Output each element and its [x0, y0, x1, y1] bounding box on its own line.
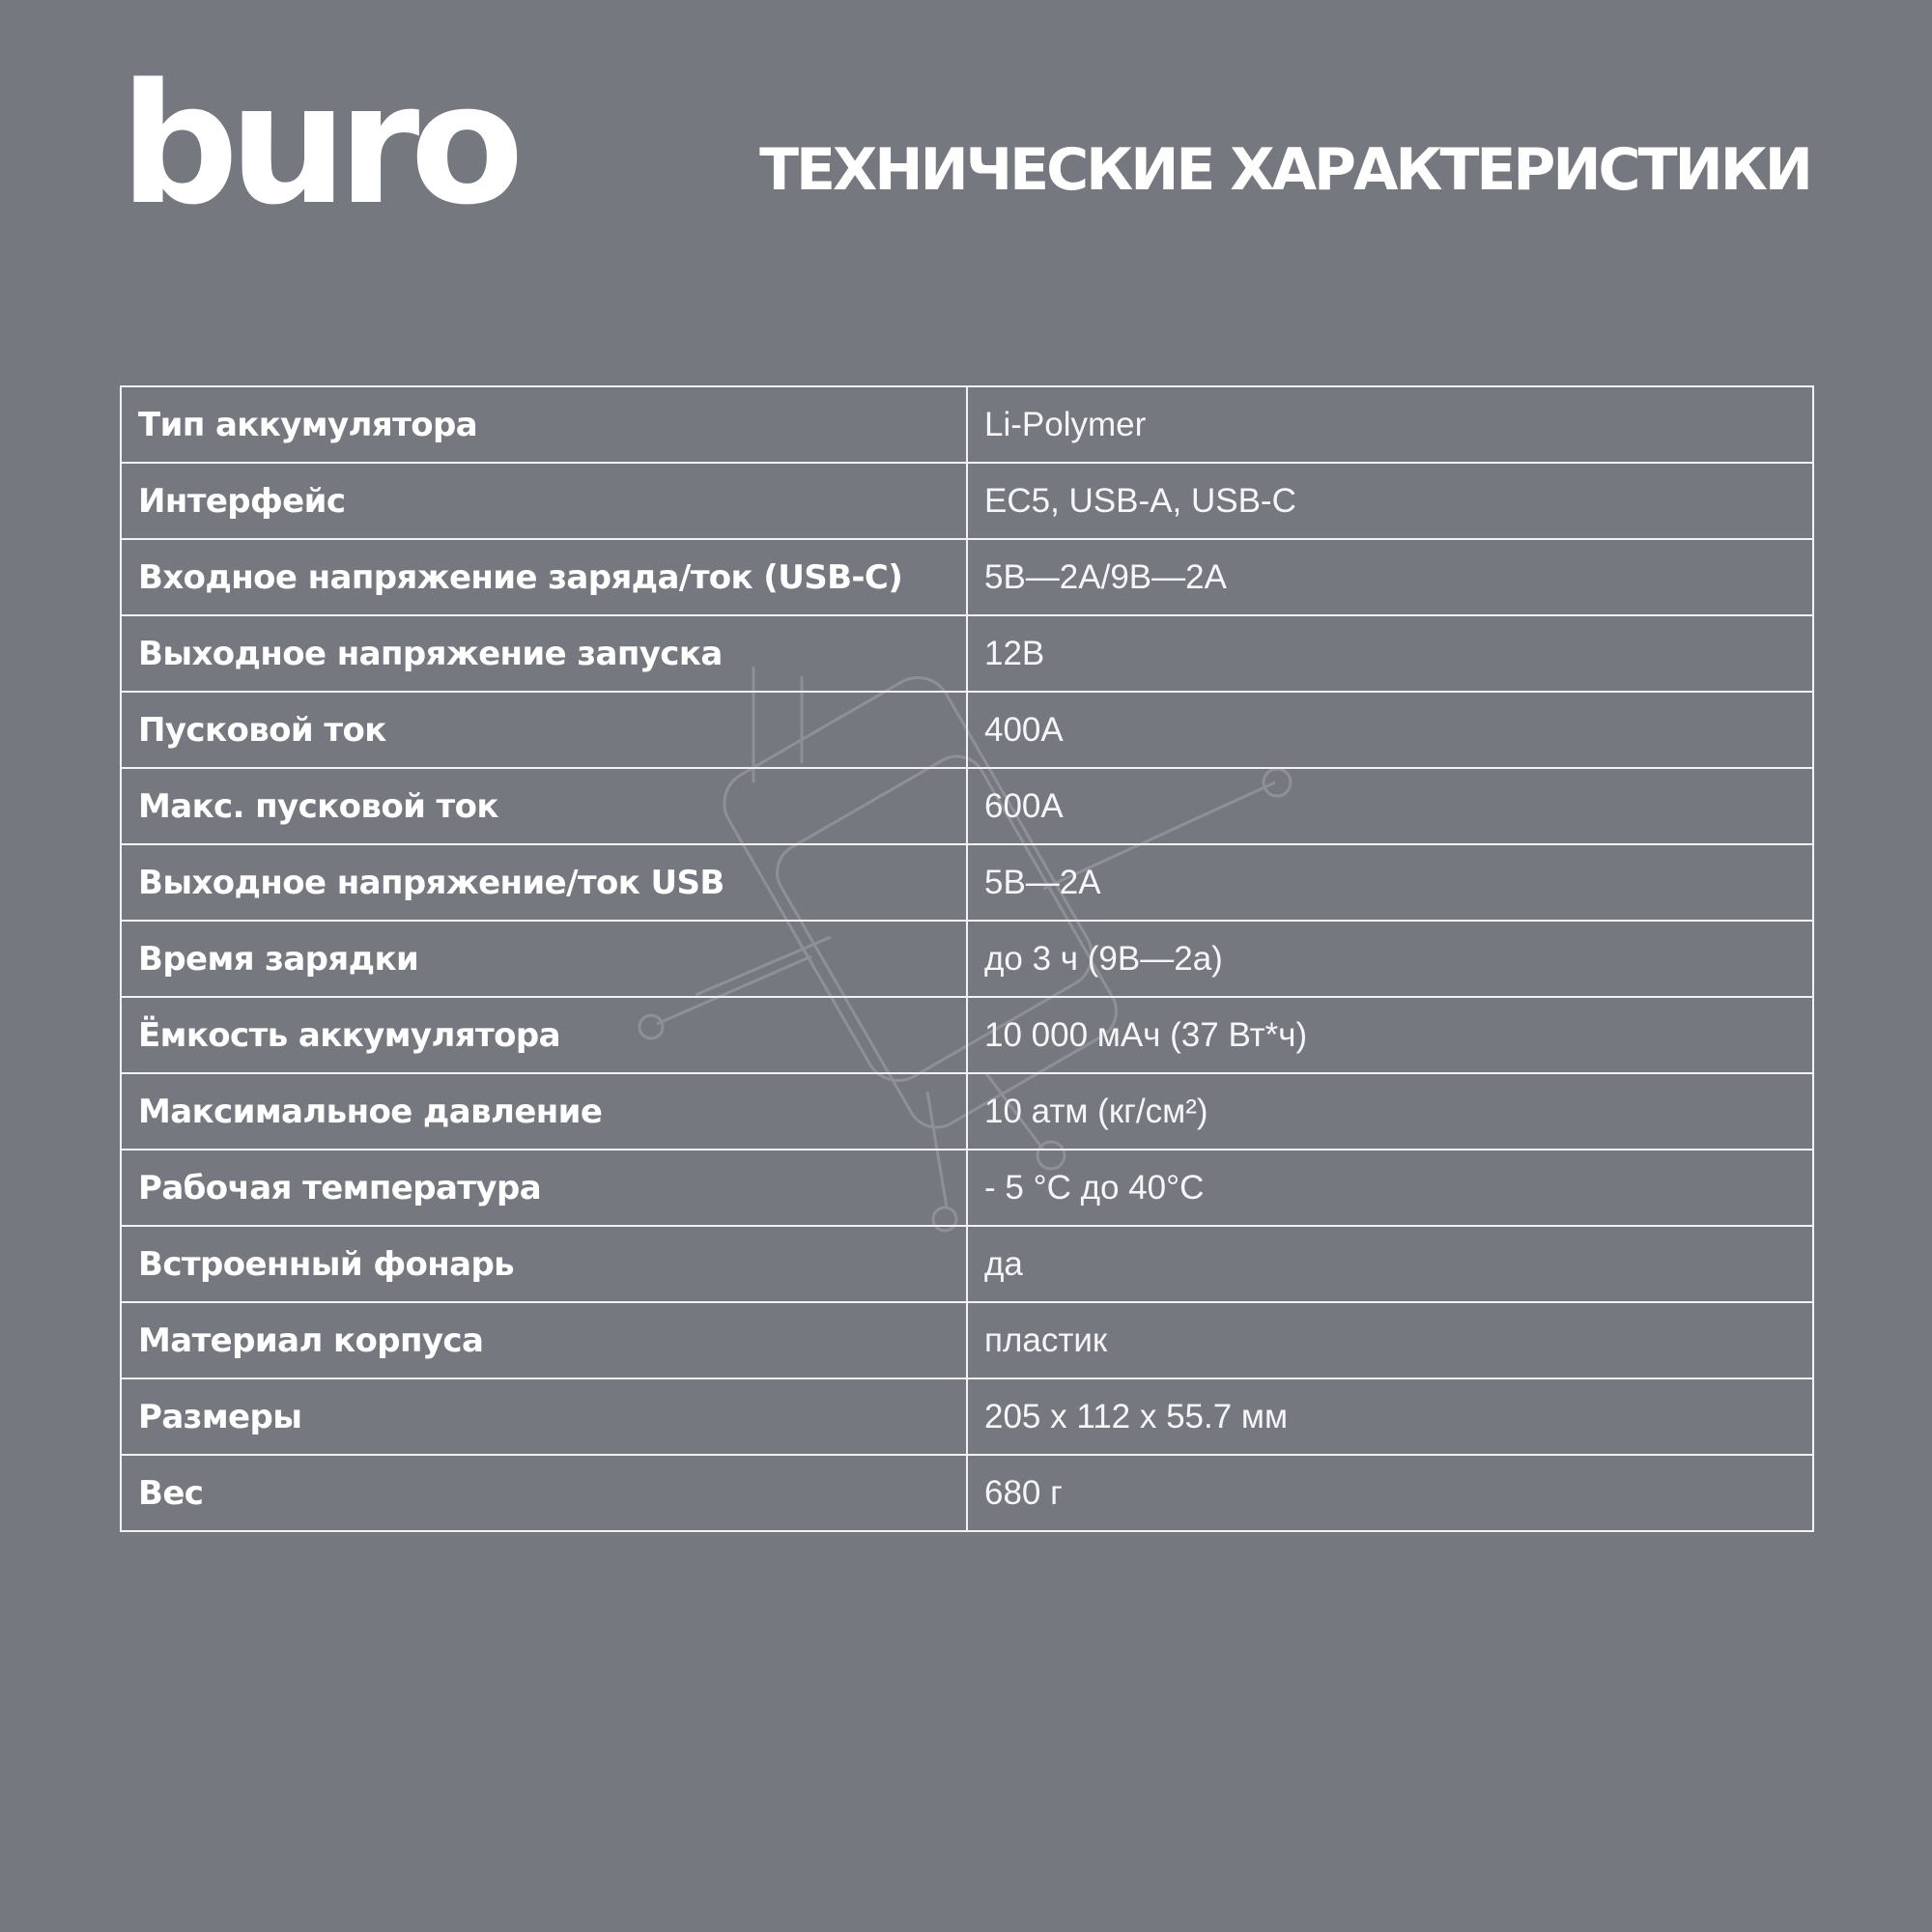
specs-table: [120, 385, 1814, 1532]
spec-row-charge-time: [121, 921, 1813, 997]
spec-label: Выходное напряжение/ток USB: [121, 844, 967, 921]
spec-label: Тип аккумулятора: [121, 386, 967, 463]
spec-row-battery-type: [121, 386, 1813, 463]
spec-row-max-start-current: [121, 768, 1813, 844]
spec-label: Время зарядки: [121, 921, 967, 997]
spec-row-interface: [121, 463, 1813, 539]
spec-row-input-voltage: [121, 539, 1813, 615]
spec-label: Интерфейс: [121, 463, 967, 539]
spec-value: да: [967, 1226, 1813, 1302]
spec-row-weight: [121, 1455, 1813, 1531]
spec-row-capacity: [121, 997, 1813, 1073]
spec-value: - 5 °С до 40°С: [967, 1150, 1813, 1226]
spec-row-dimensions: [121, 1378, 1813, 1455]
spec-value: EC5, USB-A, USB-C: [967, 463, 1813, 539]
spec-row-flashlight: [121, 1226, 1813, 1302]
spec-value: пластик: [967, 1302, 1813, 1378]
spec-label: Входное напряжение заряда/ток (USB-C): [121, 539, 967, 615]
buro-logo: buro: [120, 47, 515, 242]
spec-row-start-voltage: [121, 615, 1813, 692]
spec-label: Выходное напряжение запуска: [121, 615, 967, 692]
spec-label: Вес: [121, 1455, 967, 1531]
spec-label: Размеры: [121, 1378, 967, 1455]
spec-row-max-pressure: [121, 1073, 1813, 1150]
spec-value: до 3 ч (9В—2а): [967, 921, 1813, 997]
spec-row-usb-output: [121, 844, 1813, 921]
spec-label: Макс. пусковой ток: [121, 768, 967, 844]
spec-value: 10 атм (кг/см²): [967, 1073, 1813, 1150]
spec-value: 5В—2А/9В—2А: [967, 539, 1813, 615]
spec-value: 12В: [967, 615, 1813, 692]
spec-label: Пусковой ток: [121, 692, 967, 768]
spec-label: Встроенный фонарь: [121, 1226, 967, 1302]
spec-row-operating-temp: [121, 1150, 1813, 1226]
spec-value: 600А: [967, 768, 1813, 844]
spec-row-start-current: [121, 692, 1813, 768]
spec-value: Li-Polymer: [967, 386, 1813, 463]
page-title: ТЕХНИЧЕСКИЕ ХАРАКТЕРИСТИКИ: [759, 136, 1810, 204]
spec-label: Ёмкость аккумулятора: [121, 997, 967, 1073]
spec-value: 5В—2А: [967, 844, 1813, 921]
spec-value: 680 г: [967, 1455, 1813, 1531]
spec-value: 10 000 мАч (37 Вт*ч): [967, 997, 1813, 1073]
spec-value: 205 x 112 x 55.7 мм: [967, 1378, 1813, 1455]
spec-label: Максимальное давление: [121, 1073, 967, 1150]
spec-value: 400А: [967, 692, 1813, 768]
spec-label: Материал корпуса: [121, 1302, 967, 1378]
spec-label: Рабочая температура: [121, 1150, 967, 1226]
spec-row-case-material: [121, 1302, 1813, 1378]
